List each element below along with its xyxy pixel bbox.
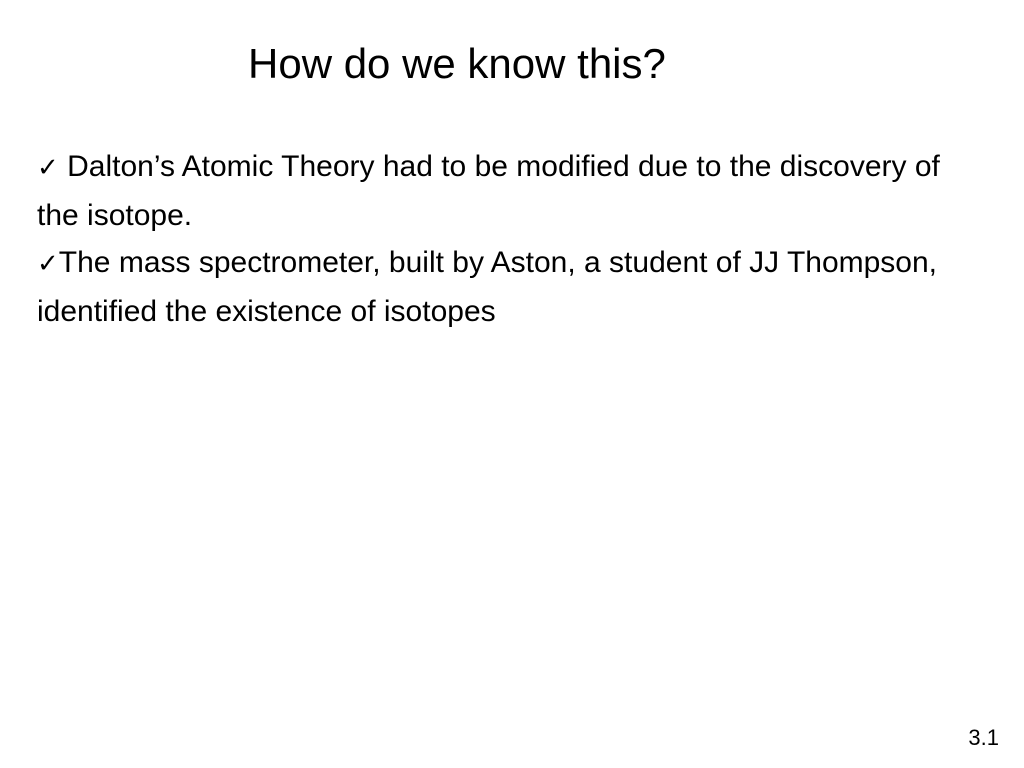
bullet-item — [37, 143, 987, 239]
bullet-item — [37, 239, 987, 335]
checkmark-icon: ✓ — [37, 153, 59, 183]
slide-body — [37, 143, 987, 335]
page-number: 3.1 — [968, 725, 999, 750]
bullet-text: The mass spectrometer, built by Aston, a student of JJ Thompson, identified the existence of isotopes — [37, 246, 938, 328]
slide-title: How do we know this? — [248, 40, 666, 87]
checkmark-icon: ✓ — [37, 249, 59, 279]
bullet-text: Dalton’s Atomic Theory had to be modified due to the discovery of the isotope. — [37, 150, 940, 232]
